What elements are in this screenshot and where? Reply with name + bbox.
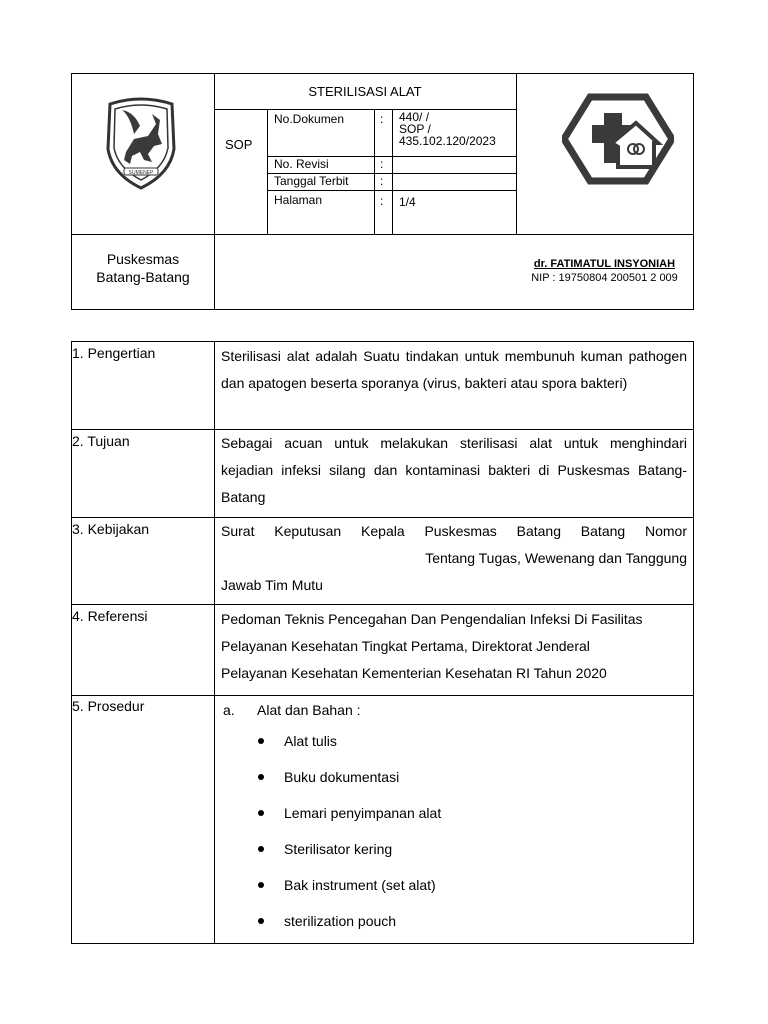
section-text-kebijakan-1: Surat Keputusan Kepala Puskesmas Batang Batang Nomor: [221, 523, 687, 539]
bullet-icon: [258, 738, 264, 744]
bullet-icon: [258, 882, 264, 888]
institution-line-2: Batang-Batang: [96, 269, 190, 285]
list-item-text: Buku dokumentasi: [284, 769, 400, 785]
section-label-referensi: 4. Referensi: [72, 608, 148, 624]
divider: [516, 74, 517, 234]
regency-crest: [104, 94, 178, 197]
field-label-no-revisi: No. Revisi: [274, 157, 329, 171]
field-value-no-dokumen-2: SOP /: [399, 122, 431, 136]
list-item-text: sterilization pouch: [284, 913, 397, 929]
section-label-prosedur: 5. Prosedur: [72, 698, 145, 714]
divider: [214, 342, 215, 943]
field-sep: :: [380, 157, 384, 171]
field-value-no-dokumen-1: 440/ /: [399, 110, 430, 124]
divider: [267, 109, 268, 234]
bullet-icon: [258, 918, 264, 924]
signer-name: dr. FATIMATUL INSYONIAH: [533, 258, 676, 270]
signer-nip: NIP : 19750804 200501 2 009: [531, 272, 678, 284]
section-label-kebijakan: 3. Kebijakan: [72, 521, 150, 537]
crest-caption: SUMENEP: [128, 170, 154, 176]
procedure-sub-marker: a.: [223, 702, 235, 718]
field-sep: :: [380, 112, 384, 126]
list-item: [284, 841, 392, 857]
divider: [267, 190, 516, 191]
field-label-no-dokumen: No.Dokumen: [274, 112, 345, 126]
regency-crest-icon: [104, 94, 178, 192]
procedure-sub-title: Alat dan Bahan :: [257, 702, 361, 718]
list-item: [284, 805, 441, 821]
divider: [214, 109, 516, 110]
list-item-text: Sterilisator kering: [284, 841, 393, 857]
field-sep: :: [380, 194, 384, 208]
list-item: [284, 769, 399, 785]
sop-content-table: [71, 341, 694, 944]
puskesmas-logo: [562, 91, 674, 192]
list-item-text: Alat tulis: [284, 733, 337, 749]
list-item-text: Lemari penyimpanan alat: [284, 805, 442, 821]
list-item: [284, 733, 337, 749]
divider: [72, 695, 693, 696]
section-text-referensi-1: Pedoman Teknis Pencegahan Dan Pengendalian Infeksi Di Fasilitas: [221, 611, 643, 627]
section-label-pengertian: 1. Pengertian: [72, 345, 156, 361]
section-text-referensi-3: Pelayanan Kesehatan Kementerian Kesehatan RI Tahun 2020: [221, 665, 607, 681]
institution-line-1: Puskesmas: [106, 251, 180, 267]
field-value-halaman: 1/4: [399, 195, 416, 209]
list-item: [284, 877, 436, 893]
sop-label: SOP: [225, 137, 253, 152]
section-text-pengertian: Sterilisasi alat adalah Suatu tindakan untuk membunuh kuman pathogen dan apatogen beserta sporanya (virus, bakteri atau spora bakteri): [221, 348, 687, 391]
section-text-referensi-2: Pelayanan Kesehatan Tingkat Pertama, Direktorat Jenderal: [221, 638, 590, 654]
bullet-icon: [258, 810, 264, 816]
field-sep: :: [380, 174, 384, 188]
divider: [72, 604, 693, 605]
divider: [374, 109, 375, 234]
field-label-tanggal-terbit: Tanggal Terbit: [274, 174, 349, 188]
section-label-tujuan: 2. Tujuan: [72, 433, 130, 449]
divider: [392, 109, 393, 234]
list-item-text: Bak instrument (set alat): [284, 877, 436, 893]
puskesmas-logo-icon: [562, 91, 674, 187]
list-item: [284, 913, 396, 929]
field-value-no-dokumen-3: 435.102.120/2023: [399, 134, 496, 148]
document-title: STERILISASI ALAT: [308, 84, 422, 99]
bullet-icon: [258, 774, 264, 780]
sop-header-table: [71, 73, 694, 310]
section-text-tujuan: Sebagai acuan untuk melakukan sterilisasi alat untuk menghindari kejadian infeksi silang dan kontaminasi bakteri di Puskesmas Batang-Batang: [221, 435, 687, 505]
field-label-halaman: Halaman: [274, 193, 323, 207]
section-text-kebijakan-3: Jawab Tim Mutu: [221, 577, 323, 593]
section-text-kebijakan-2: Tentang Tugas, Wewenang dan Tanggung: [425, 550, 687, 566]
bullet-icon: [258, 846, 264, 852]
divider: [72, 234, 693, 235]
